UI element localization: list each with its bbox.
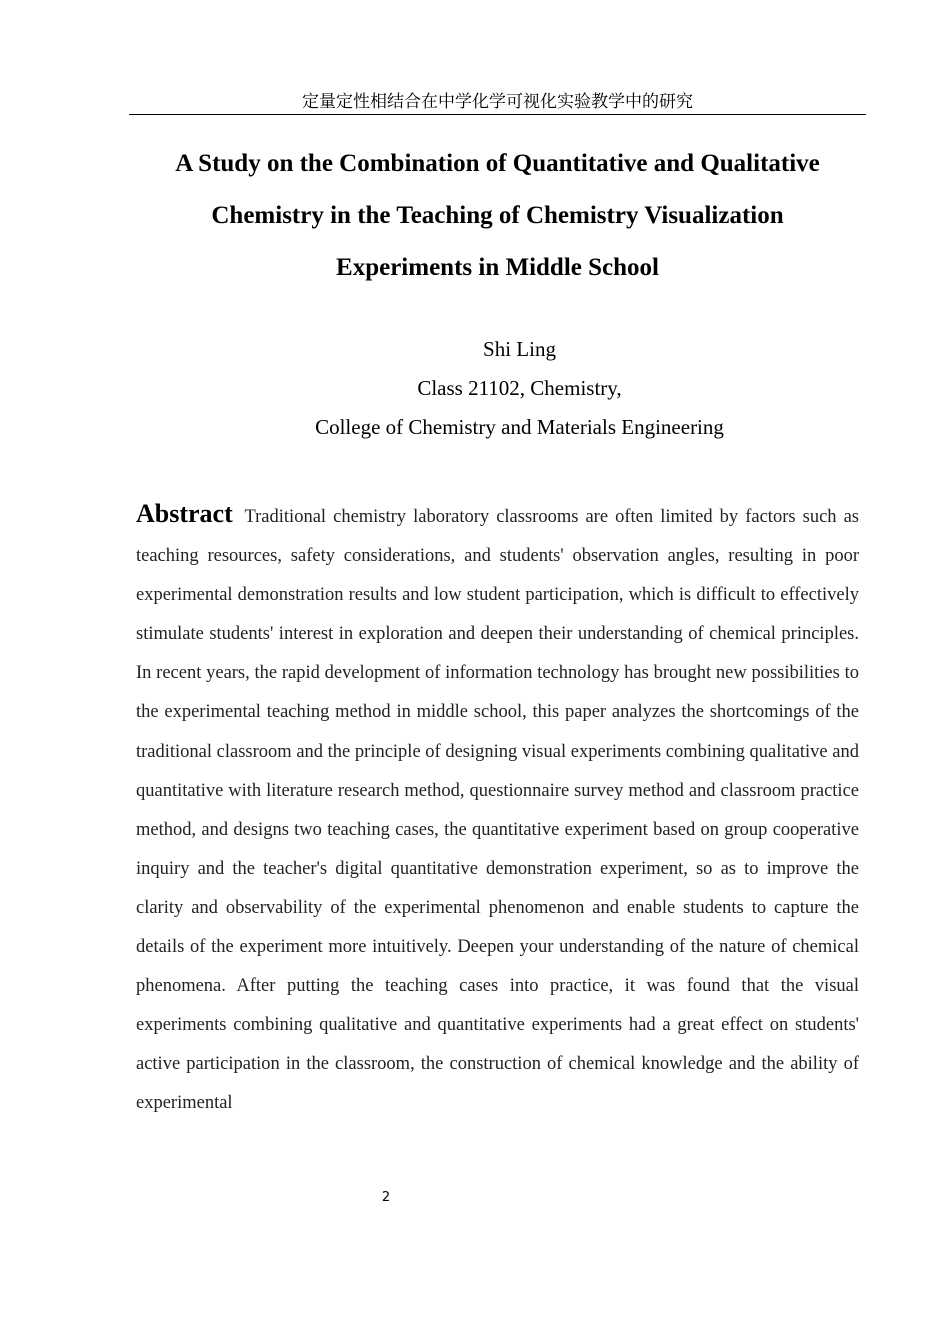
abstract-body: Traditional chemistry laboratory classrooms are often limited by factors such as teaching resources, safety considerations, and students' observation angles, resulting in poor experimental demonstration results and low student participation, which is difficult to effectively stimulate students' interest in exploration and deepen their understanding of chemical principles. In recent years, the rapid development of information technology has brought new possibilities to the experimental teaching method in middle school, this paper analyzes the shortcomings of the traditional classroom and the principle of designing visual experiments combining qualitative and quantitative with literature research method, questionnaire survey method and classroom practice method, and designs two teaching cases, the quantitative experiment based on group cooperative inquiry and the teacher's digital quantitative demonstration experiment, so as to improve the clarity and observability of the experimental phenomenon and enable students to capture the details of the experiment more intuitively. Deepen your understanding of the nature of chemical phenomena. After putting the teaching cases into practice, it was found that the visual experiments combining qualitative and quantitative experiments had a great effect on students' active participation in the classroom, the construction of chemical knowledge and the ability of experimental [136,507,859,1114]
page-number: 2 [381,1190,391,1205]
author-class: Class 21102, Chemistry, [417,376,622,400]
author-college: College of Chemistry and Materials Engineering [315,415,724,439]
author-info [129,330,910,447]
running-header: 定量定性相结合在中学化学可视化实验教学中的研究 [129,91,866,115]
paper-title [129,138,866,294]
abstract-label: Abstract [136,499,233,528]
title-line: A Study on the Combination of Quantitative and Qualitative [175,150,820,177]
title-line: Experiments in Middle School [336,254,659,281]
author-name: Shi Ling [483,337,556,361]
title-line: Chemistry in the Teaching of Chemistry Visualization [211,202,784,229]
abstract [136,494,859,1124]
